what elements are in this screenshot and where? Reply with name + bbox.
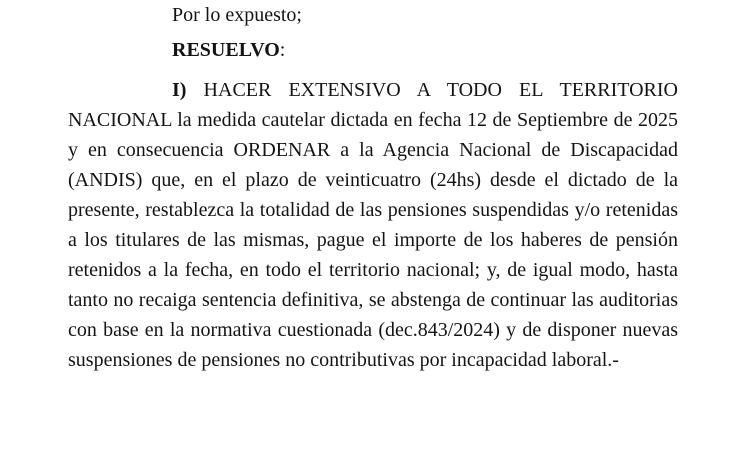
bold-run: RESUELVO [172, 39, 280, 61]
text-run: Por lo expuesto; [172, 4, 302, 26]
paragraph-intro [68, 0, 678, 30]
paragraph-resolution-item-1 [68, 75, 678, 375]
paragraph-resuelvo-heading [68, 35, 678, 65]
text-run: HACER EXTENSIVO A TODO EL TERRITORIO NACIONAL la medida cautelar dictada en fecha 12 de Septiembre de 2025 y en consecuencia ORDENAR a la Agencia Nacional de Discapacidad (ANDIS) que, en el plazo de veinticuatro (24hs) desde el dictado de la presente, restablezca la totalidad de las pensiones suspendidas y/o retenidas a los titulares de las mismas, pague el importe de los haberes de pensión retenidos a la fecha, en todo el territorio nacional; y, de igual modo, hasta tanto no recaiga sentencia definitiva, se abstenga de continuar las auditorias con base en la normativa cuestionada (dec.843/2024) y de disponer nuevas suspensiones de pensiones no contributivas por incapacidad laboral.- [68, 79, 678, 371]
text-run: : [279, 39, 286, 61]
bold-run: I) [172, 79, 187, 101]
